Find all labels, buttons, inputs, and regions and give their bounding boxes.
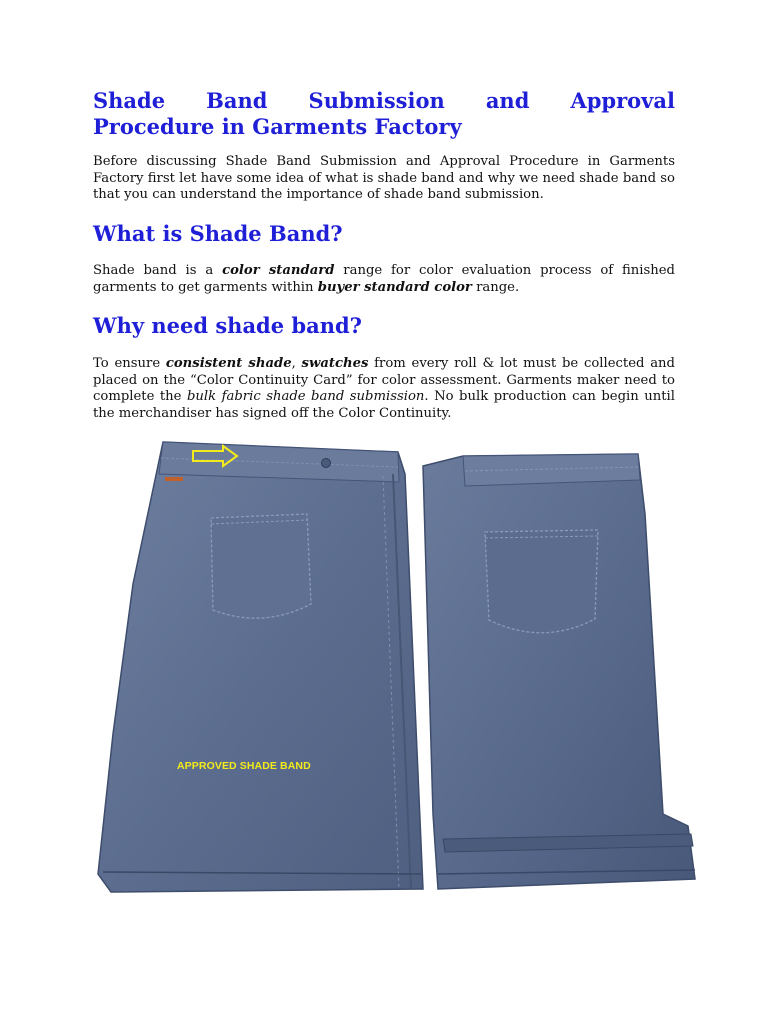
section-heading-why: Why need shade band?	[93, 313, 362, 338]
denim-shade-band-illustration	[93, 434, 705, 894]
emphasis-swatches: swatches	[301, 356, 369, 371]
title-word: Band	[206, 88, 268, 113]
text-run: range.	[471, 279, 520, 295]
intro-paragraph: Before discussing Shade Band Submission and Approval Procedure in Garments Factory first let have some idea of what is shade band and why we need shade band so that you can understand the importance of shade band submission.	[93, 154, 675, 202]
emphasis-consistent-shade: consistent shade	[165, 356, 292, 371]
emphasis-buyer-standard-color: buyer standard color	[317, 279, 472, 295]
right-back-pocket	[485, 530, 598, 633]
text-run: ,	[291, 356, 302, 371]
title-line-2: Procedure in Garments Factory	[93, 114, 462, 139]
title-word: Submission	[308, 88, 445, 113]
page-title	[93, 88, 675, 140]
text-run: from every roll & lot must be collected and placed on the “Color Continuity Card” for color assessment. Garments maker need to complete the	[93, 356, 675, 404]
left-denim-panel	[98, 442, 423, 892]
approved-shade-band-label: APPROVED SHADE BAND	[177, 760, 311, 772]
text-run: Shade band is a	[93, 263, 223, 278]
title-word: and	[485, 88, 530, 113]
orange-tag	[165, 477, 183, 481]
emphasis-bulk-fabric: bulk fabric shade band submission	[186, 389, 425, 404]
title-word: Shade	[93, 88, 166, 113]
shade-band-photo	[93, 434, 705, 894]
emphasis-color-standard: color standard	[222, 263, 335, 278]
text-run: range for color evaluation process of finished garments to get garments within	[93, 263, 675, 295]
section-what-paragraph	[93, 263, 675, 296]
section-heading-what: What is Shade Band?	[93, 221, 343, 246]
text-run: To ensure	[93, 356, 166, 371]
button-detail	[322, 459, 331, 468]
title-line-1	[93, 88, 675, 114]
right-denim-panel	[423, 454, 695, 889]
title-word: Approval	[570, 88, 675, 113]
section-why-paragraph	[93, 356, 675, 422]
text-run: . No bulk production can begin until the merchandiser has signed off the Color Continuity.	[93, 389, 675, 421]
left-back-pocket	[211, 514, 311, 618]
